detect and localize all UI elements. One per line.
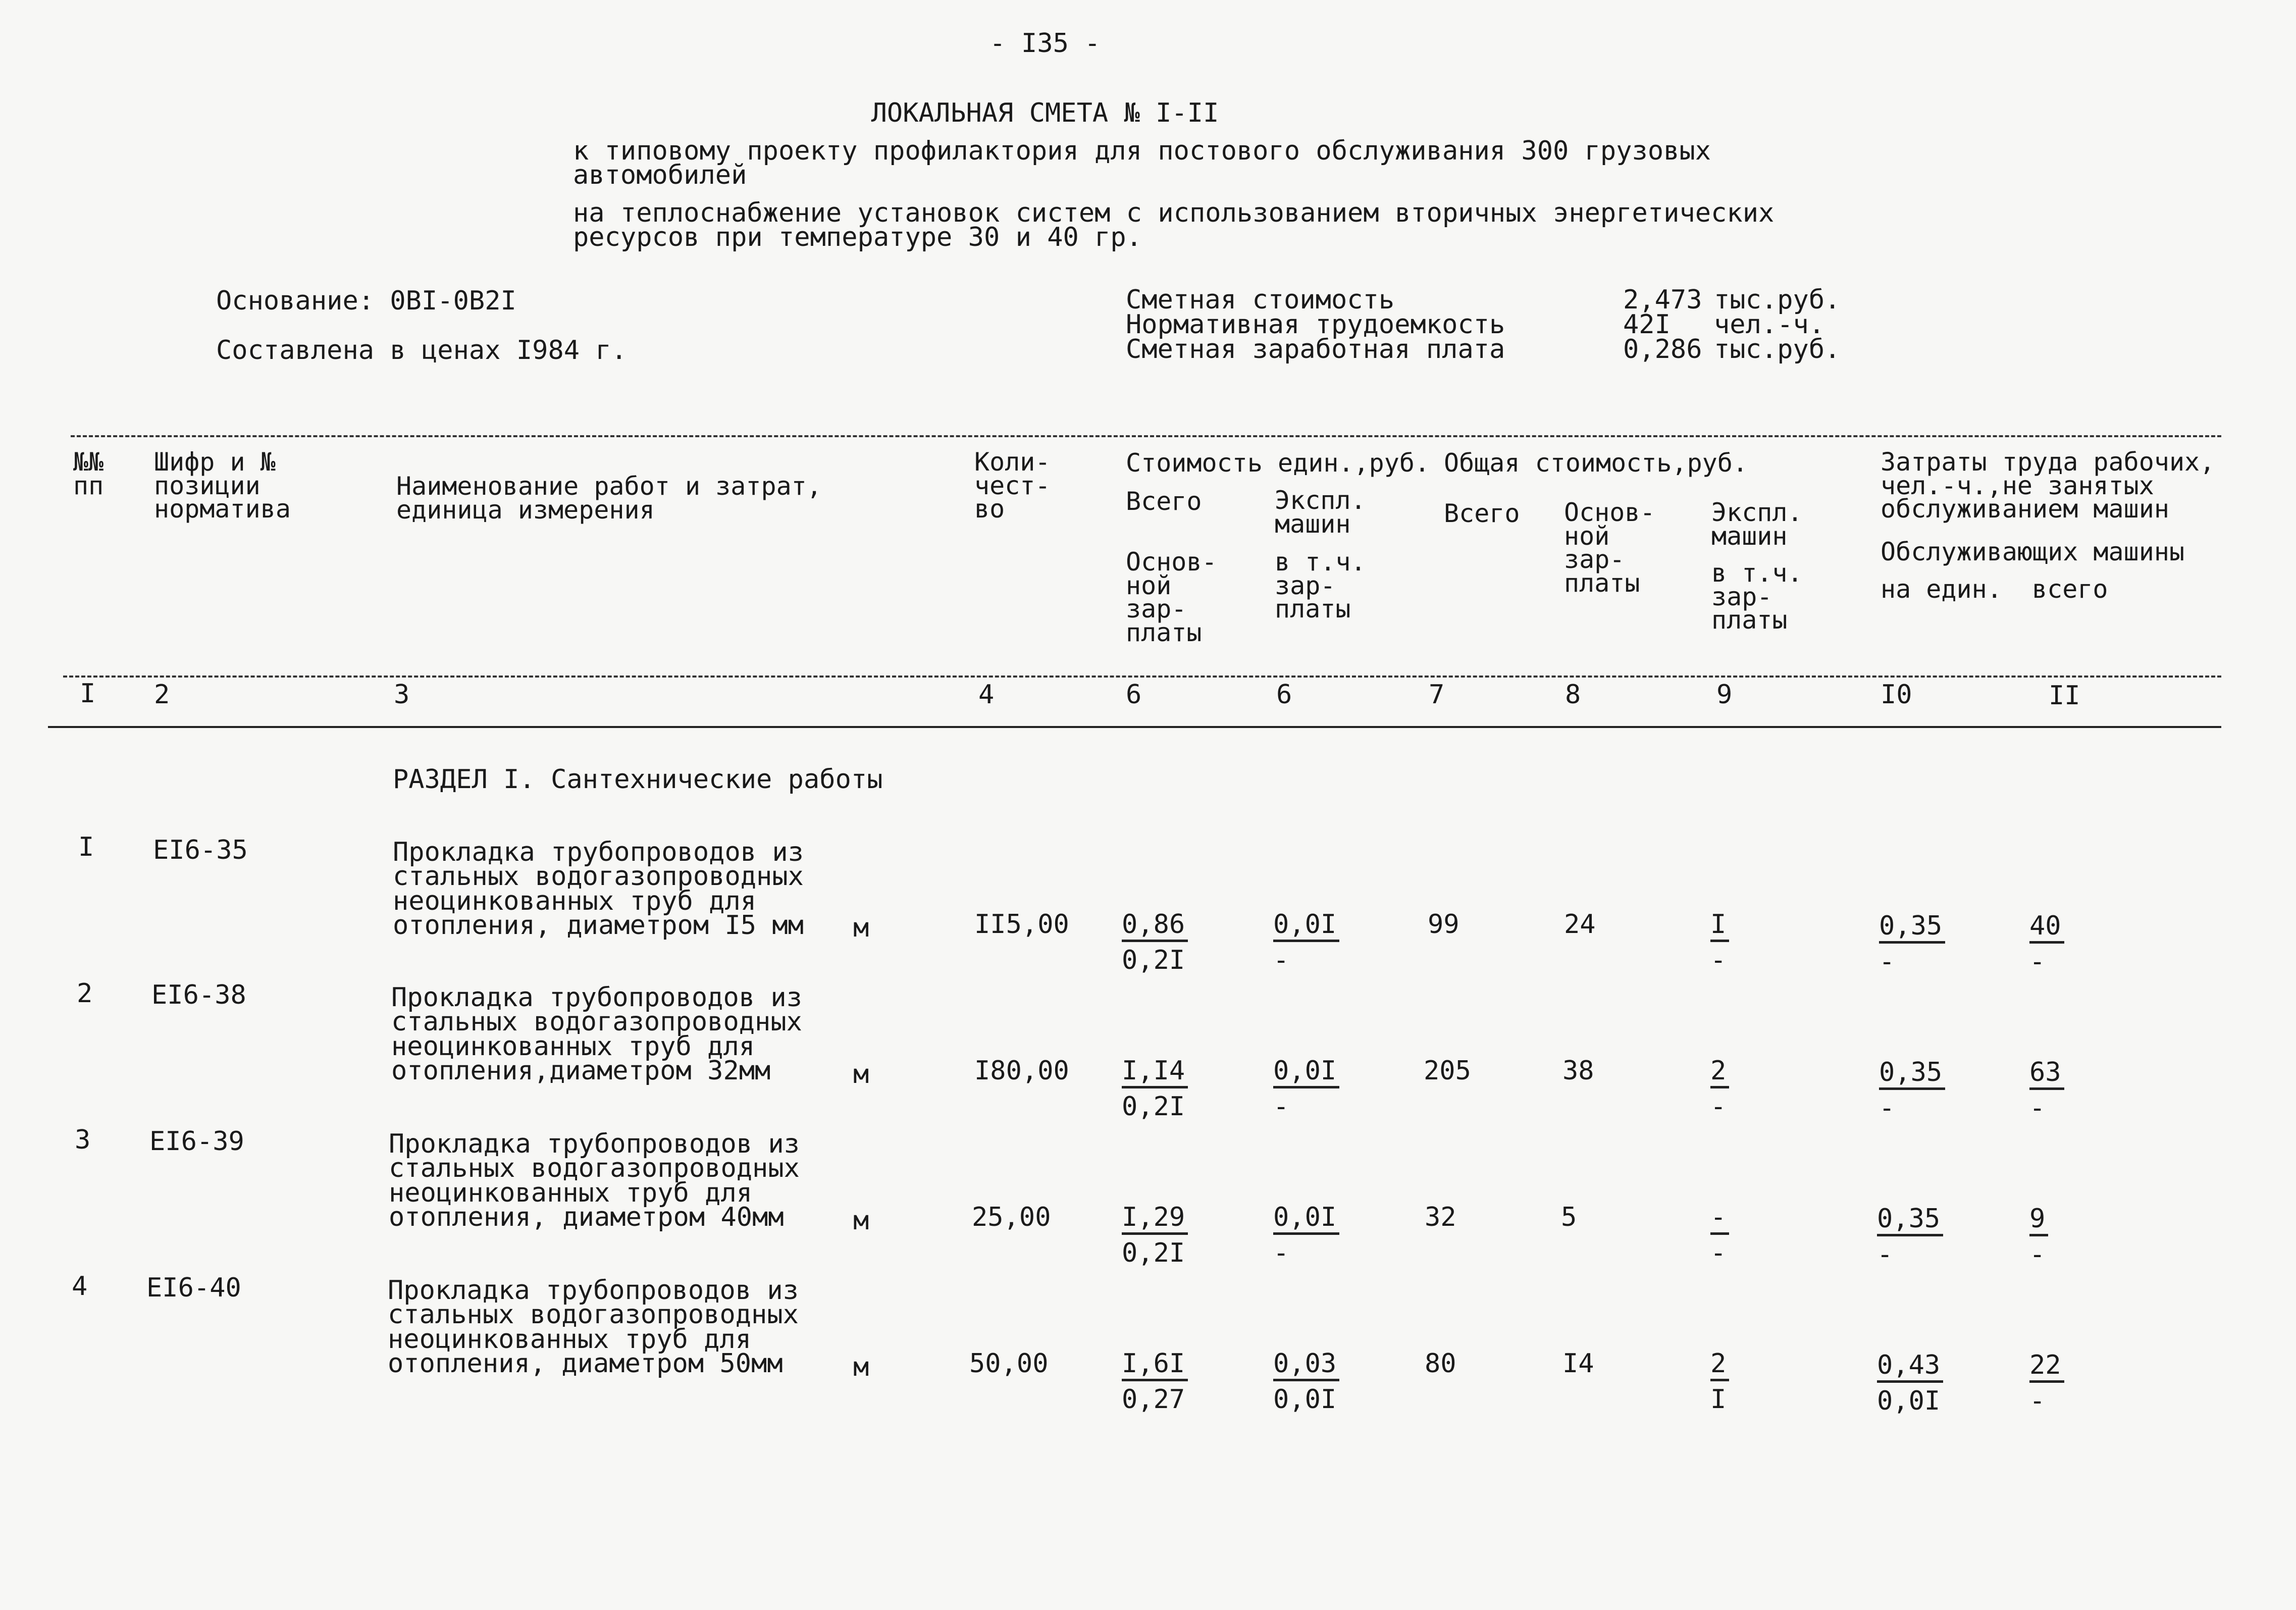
unit-cost-cell [1122,1058,1188,1120]
section-title: РАЗДЕЛ I. Сантехнические работы [393,764,883,795]
header-total-wage: Основ- ной зар- платы [1564,498,1655,598]
unit-wage: 0,27 [1122,1384,1185,1415]
unit-total-cost: I,29 [1122,1204,1188,1235]
work-name: Прокладка трубопроводов из стальных водогазопроводных неоцинкованных труб для отопления,диаметром 32мм [391,982,802,1086]
header-labor-total: всего [2032,575,2108,604]
labor-per-unit-cell [1877,1352,1943,1414]
basis-text: Основание: 0BI-0B2I [216,286,516,316]
labor-total-machines: - [2029,1386,2046,1416]
labor-per-unit: 0,35 [1879,913,1945,944]
labor-per-unit-machines: - [1877,1239,1893,1270]
summary-value: 2,473 [1623,285,1702,315]
summary-value: 0,286 [1623,334,1702,365]
labor-total-cell [2029,1352,2064,1414]
column-number: I0 [1881,680,1912,710]
unit-machine-cell [1273,1204,1339,1266]
total-machine-wage: I [1710,1384,1727,1415]
total-machine-cell [1710,911,1729,973]
labor-total: 22 [2029,1352,2064,1383]
header-row-number: №№ пп [73,447,104,500]
unit-machine-cell [1273,1058,1339,1120]
labor-total: 9 [2029,1206,2048,1236]
total-cost: 99 [1428,909,1459,940]
labor-per-unit: 0,43 [1877,1352,1943,1383]
summary-unit: тыс.руб. [1714,334,1841,365]
total-machine-cell [1710,1348,1729,1415]
unit-machine-wage: 0,0I [1273,1384,1337,1415]
labor-per-unit-machines: - [1879,1093,1895,1123]
row-number: 2 [77,978,93,1009]
total-machine-cost: 2 [1710,1351,1729,1381]
project-subtitle: к типовому проекту профилактория для постового обслуживания 300 грузовых автомобилей [573,136,1711,191]
header-quantity: Коли- чест- во [974,447,1051,524]
labor-per-unit: 0,35 [1877,1206,1943,1236]
summary-label: Нормативная трудоемкость [1126,309,1505,340]
unit-wage: 0,2I [1122,1092,1185,1122]
unit-cost-cell [1122,911,1188,973]
unit-machine-cost: 0,0I [1273,911,1339,942]
labor-total-machines: - [2029,1093,2046,1123]
header-labor-per-unit: на един. [1881,575,2002,604]
unit-wage: 0,2I [1122,1238,1185,1268]
unit-machine-cost: 0,0I [1273,1058,1339,1088]
labor-total-cell [2029,1059,2064,1121]
labor-per-unit-cell [1879,913,1945,975]
unit-cost-cell [1122,1204,1188,1266]
unit-cost-cell [1122,1348,1188,1415]
header-unit-machines-wage: в т.ч. зар- платы [1275,547,1366,624]
unit-total-cost: I,I4 [1122,1058,1188,1088]
unit-machine-cost: 0,03 [1273,1351,1339,1381]
column-number: I [80,679,96,709]
page-number: - I35 - [989,28,1101,59]
header-unit-wage: Основ- ной зар- платы [1126,547,1217,647]
total-wage: I4 [1562,1348,1594,1379]
total-machine-wage: - [1710,1238,1727,1268]
total-cost: 205 [1424,1056,1471,1086]
labor-per-unit-machines: 0,0I [1877,1386,1941,1416]
document-title: ЛОКАЛЬНАЯ СМЕТА № I-II [871,98,1219,128]
column-number: 8 [1565,680,1581,710]
row-number: 3 [75,1125,91,1155]
unit-machine-cell [1273,911,1339,973]
labor-per-unit-cell [1877,1206,1943,1268]
work-name: Прокладка трубопроводов из стальных водогазопроводных неоцинкованных труб для отопления, диаметром 50мм [388,1275,799,1379]
total-wage: 24 [1564,909,1596,940]
norm-code: EI6-35 [153,835,248,865]
header-total-machines: Экспл. машин [1711,498,1803,551]
norm-code: EI6-39 [149,1126,244,1157]
labor-total: 40 [2029,913,2064,944]
labor-per-unit-cell [1879,1059,1945,1121]
summary-label: Сметная стоимость [1126,285,1395,315]
labor-total-cell [2029,1206,2048,1268]
labor-total-cell [2029,913,2064,975]
header-work-name: Наименование работ и затрат, единица измерения [396,472,822,525]
column-numbers-rule [48,726,2221,728]
column-number: 9 [1716,680,1733,710]
subject-subtitle: на теплоснабжение установок систем с использованием вторичных энергетических ресурсов при температуре 30 и 40 гр. [573,198,1775,253]
total-cost: 32 [1425,1202,1456,1232]
column-number: 3 [394,680,410,710]
header-unit-total: Всего [1126,487,1202,516]
total-machine-cost: I [1710,911,1729,942]
quantity: 50,00 [969,1348,1049,1379]
header-unit-cost: Стоимость един.,руб. [1126,448,1430,478]
unit-machine-cell [1273,1348,1339,1415]
unit-of-measure: м [853,1206,869,1236]
row-number: I [78,832,94,862]
column-number: 7 [1429,680,1445,710]
total-cost: 80 [1425,1348,1456,1379]
work-name: Прокладка трубопроводов из стальных водогазопроводных неоцинкованных труб для отопления, диаметром 40мм [389,1129,800,1233]
header-labor-sub: Обслуживающих машины [1881,537,2185,566]
summary-value: 42I [1623,309,1671,340]
summary-unit: чел.-ч. [1714,309,1825,340]
unit-machine-wage: - [1273,1092,1289,1122]
column-number: 2 [154,680,170,710]
header-unit-machines: Экспл. машин [1275,486,1366,539]
unit-total-cost: I,6I [1122,1351,1188,1381]
header-total-cost: Общая стоимость,руб. [1444,448,1748,478]
column-number: II [2049,681,2080,711]
header-norm-code: Шифр и № позиции норматива [154,447,291,524]
unit-machine-wage: - [1273,1238,1289,1268]
unit-of-measure: м [853,1352,869,1382]
labor-per-unit: 0,35 [1879,1059,1945,1090]
labor-total-machines: - [2029,947,2046,977]
column-number: 4 [978,680,995,710]
unit-of-measure: м [853,913,869,943]
unit-machine-cost: 0,0I [1273,1204,1339,1235]
total-machine-wage: - [1710,1092,1727,1122]
total-wage: 5 [1561,1202,1577,1232]
labor-per-unit-machines: - [1879,947,1895,977]
total-machine-cost: - [1710,1204,1729,1235]
unit-machine-wage: - [1273,945,1289,975]
norm-code: EI6-38 [151,980,246,1010]
labor-total: 63 [2029,1059,2064,1090]
header-total-machines-wage: в т.ч. зар- платы [1711,558,1803,635]
quantity: I80,00 [974,1056,1069,1086]
unit-wage: 0,2I [1122,945,1185,975]
header-divider [63,676,2221,678]
work-name: Прокладка трубопроводов из стальных водогазопроводных неоцинкованных труб для отопления, диаметром I5 мм [393,837,804,941]
total-machine-cell [1710,1204,1729,1266]
total-machine-cell [1710,1058,1729,1120]
unit-total-cost: 0,86 [1122,911,1188,942]
total-wage: 38 [1562,1056,1594,1086]
total-machine-wage: - [1710,945,1727,975]
labor-total-machines: - [2029,1239,2046,1270]
column-number: 6 [1126,680,1142,710]
quantity: II5,00 [974,909,1069,940]
quantity: 25,00 [972,1202,1051,1232]
total-machine-cost: 2 [1710,1058,1729,1088]
prices-year-text: Составлена в ценах I984 г. [216,335,627,366]
summary-label: Сметная заработная плата [1126,334,1505,365]
header-total-all: Всего [1444,499,1520,528]
unit-of-measure: м [853,1059,869,1089]
table-top-rule [71,435,2221,437]
column-number: 6 [1276,680,1292,710]
row-number: 4 [72,1271,88,1302]
norm-code: EI6-40 [146,1273,241,1303]
header-labor: Затраты труда рабочих, чел.-ч.,не занятых обслуживанием машин [1881,447,2215,524]
summary-unit: тыс.руб. [1714,285,1841,315]
